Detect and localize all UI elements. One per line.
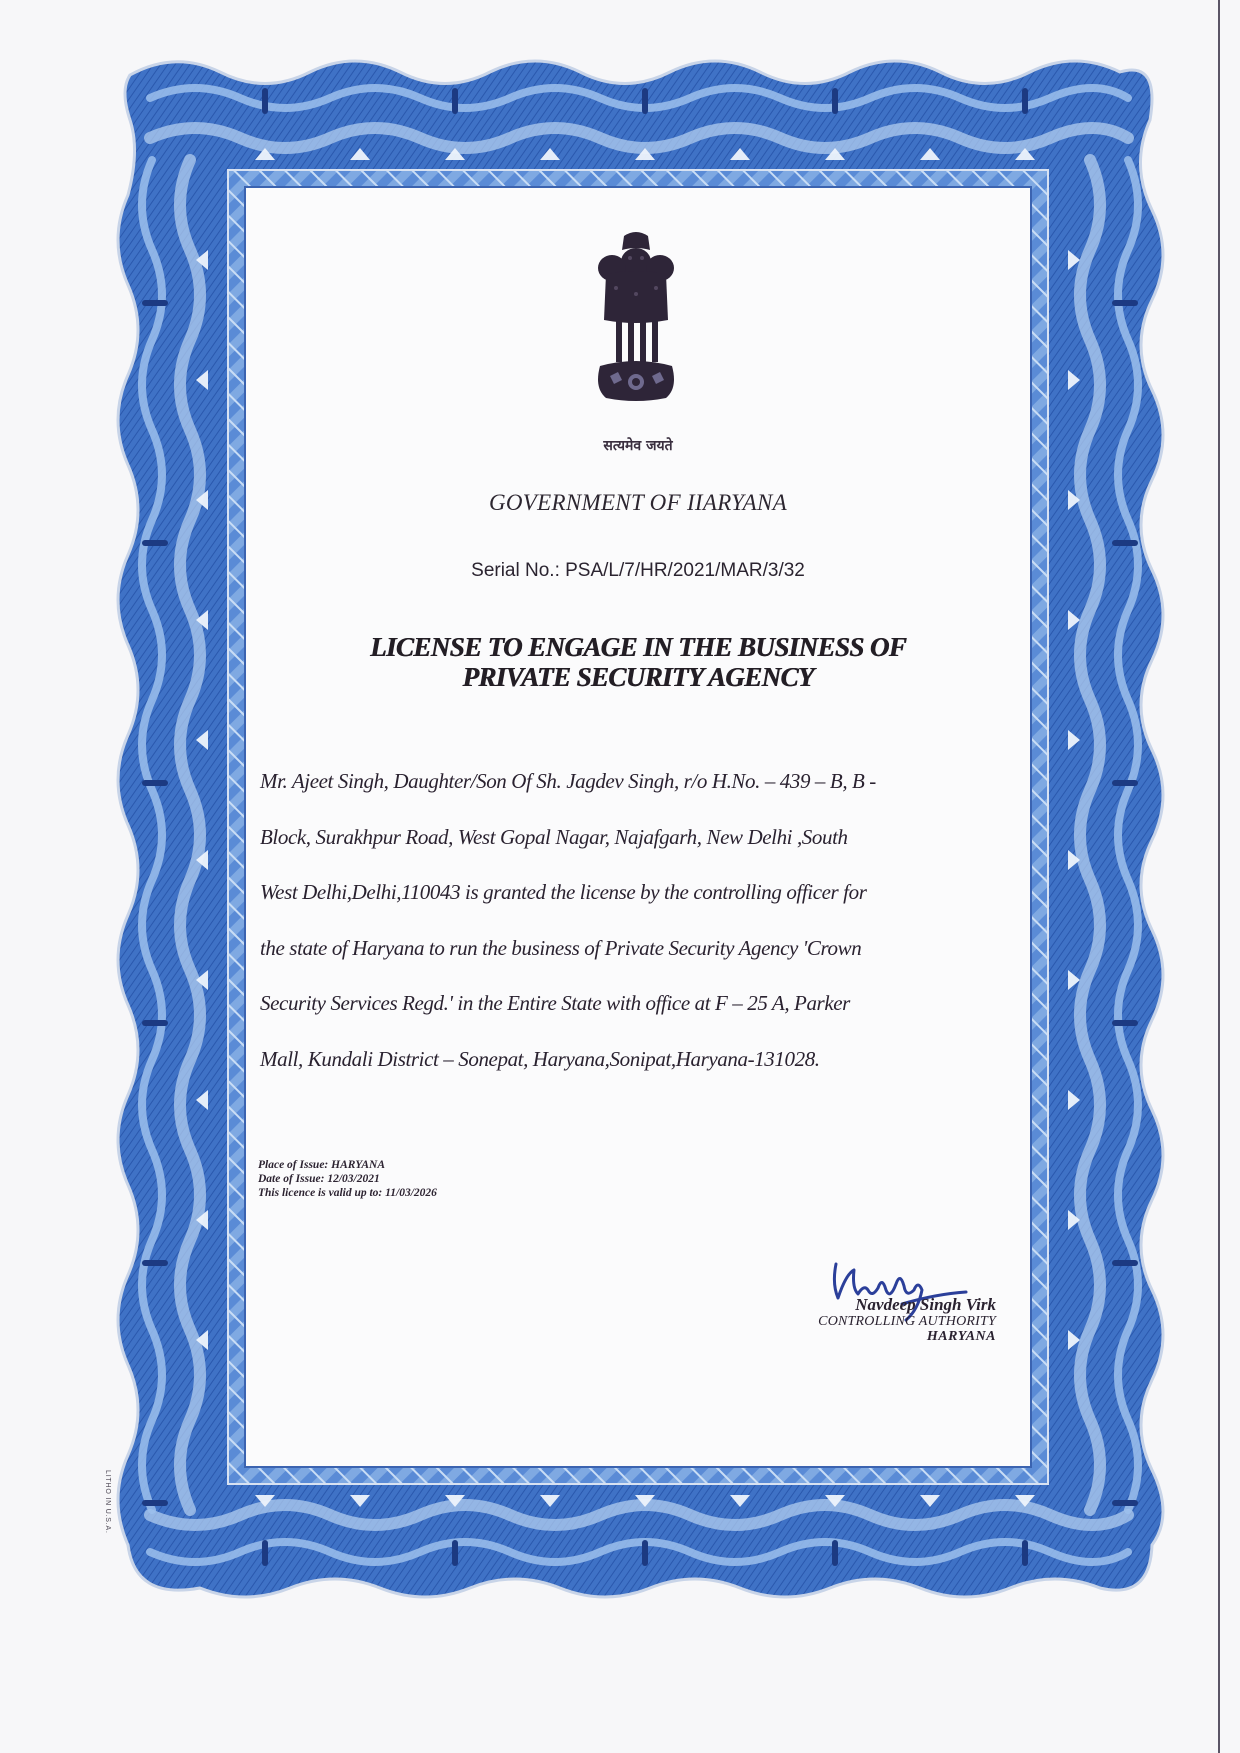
printer-mark: LITHO IN U.S.A. xyxy=(104,1470,111,1534)
date-of-issue: Date of Issue: 12/03/2021 xyxy=(258,1173,380,1185)
body-line: Mr. Ajeet Singh, Daughter/Son Of Sh. Jagdev Singh, r/o H.No. – 439 – B, B - xyxy=(260,769,876,793)
serial-number: Serial No.: PSA/L/7/HR/2021/MAR/3/32 xyxy=(471,560,805,581)
signatory-title: CONTROLLING AUTHORITY xyxy=(818,1314,996,1329)
issuing-government: GOVERNMENT OF IIARYANA xyxy=(488,490,788,515)
body-line: West Delhi,Delhi,110043 is granted the license by the controlling officer for xyxy=(260,880,867,905)
signatory-block xyxy=(626,1296,996,1344)
license-heading-line-1: LICENSE TO ENGAGE IN THE BUSINESS OF xyxy=(369,632,907,662)
certificate-body xyxy=(246,188,1030,1466)
signatory-state: HARYANA xyxy=(926,1329,996,1344)
license-body xyxy=(260,754,1030,1088)
body-line: Block, Surakhpur Road, West Gopal Nagar, Najafgarh, New Delhi ,South xyxy=(260,824,848,849)
signatory-name: Navdeep Singh Virk xyxy=(855,1295,996,1314)
body-line: Security Services Regd.' in the Entire State with office at F – 25 A, Parker xyxy=(260,991,850,1016)
license-heading xyxy=(246,632,1030,692)
place-of-issue: Place of Issue: HARYANA xyxy=(258,1159,386,1171)
issue-details xyxy=(258,1158,437,1200)
license-heading-line-2: PRIVATE SECURITY AGENCY xyxy=(462,662,814,692)
valid-until: This licence is valid up to: 11/03/2026 xyxy=(258,1187,437,1199)
national-emblem-icon xyxy=(586,228,686,418)
body-line: Mall, Kundali District – Sonepat, Haryana,Sonipat,Haryana-131028. xyxy=(260,1046,820,1071)
body-line: the state of Haryana to run the business of Private Security Agency 'Crown xyxy=(260,935,862,960)
emblem-motto: सत्यमेव जयते xyxy=(603,438,673,454)
